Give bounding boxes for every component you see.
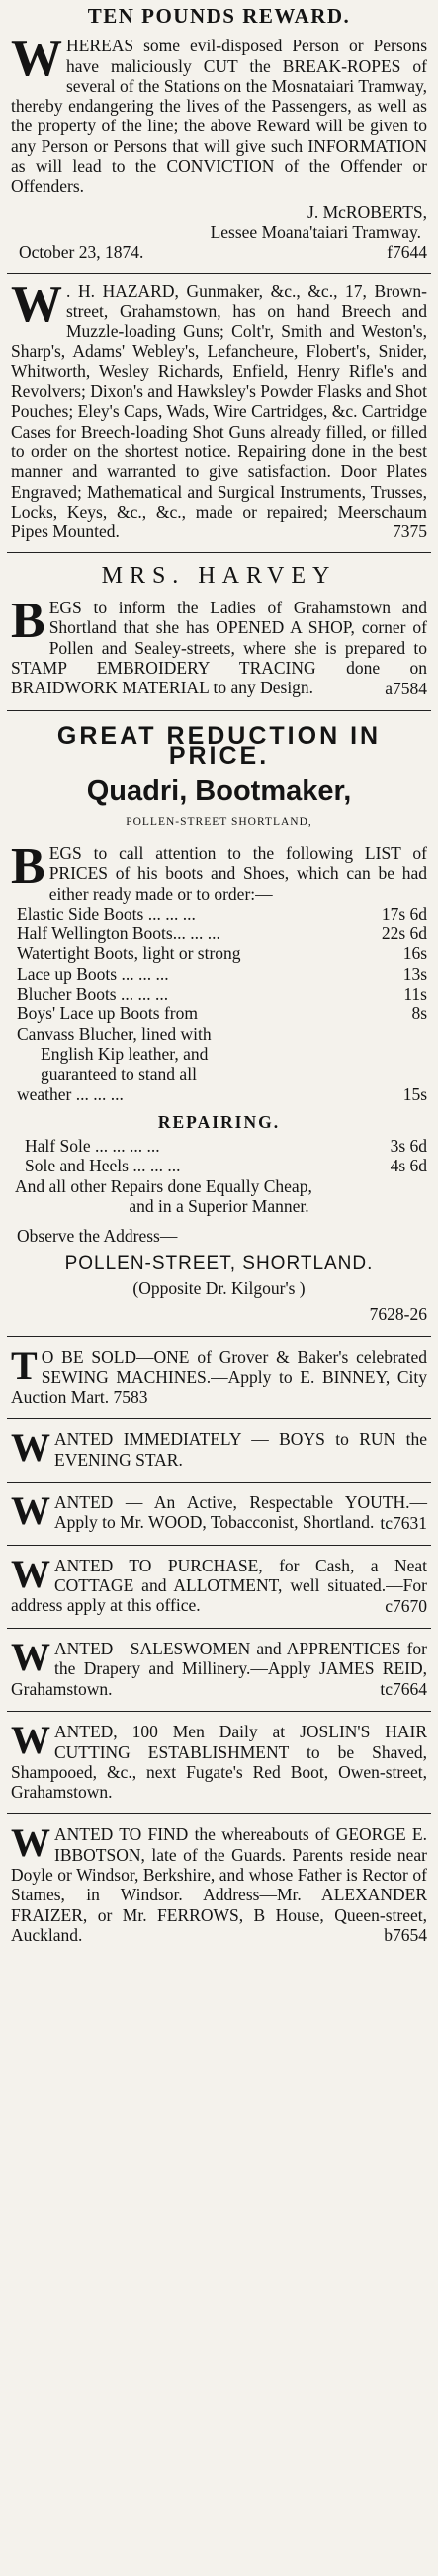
address: POLLEN-STREET, SHORTLAND. bbox=[64, 1252, 374, 1274]
drop-cap: W bbox=[11, 1551, 50, 1596]
drop-cap: B bbox=[11, 838, 45, 895]
canvas-line: English Kip leather, and bbox=[41, 1043, 209, 1064]
ad-body: WANTED TO PURCHASE, for Cash, a Neat COTTAGE and ALLOTMENT, well situated.—For address apply at this office. bbox=[11, 1551, 427, 1616]
canvas-line: guaranteed to stand all bbox=[41, 1064, 197, 1085]
repair-row: Half Sole ... ... ... ... 3s 6d bbox=[25, 1136, 427, 1157]
ad-ref: tc7631 bbox=[380, 1512, 427, 1533]
canvas-line: Canvass Blucher, lined with bbox=[17, 1023, 212, 1044]
ad-boys-wanted bbox=[7, 1419, 431, 1474]
ad-cottage-wanted bbox=[7, 1546, 431, 1620]
ad-ref: 7375 bbox=[393, 522, 427, 542]
ad-ref: a7584 bbox=[385, 678, 427, 698]
ad-body: W . H. HAZARD, Gunmaker, &c., &c., 17, Brown-street, Grahamstown, has on hand Breech and Muzzle-loading Guns; Colt'r, Smith and Weston's, Sharp's, Adams' Webley's, Lefancheure, Flobert's, Snider, Whitworth, Wesley Richards, Enfield, Henry Rifle's and Revolvers; Dixon's and Hawksley's Powder Flasks and Shot Pouches; Eley's Caps, Wads, Wire Cartridges, &c. Cartridge Cases for Breech-loading Shot Guns already filled, or filled to order on the shortest notice. Repairing done in the best manner and warranted to give satisfaction. Door Plates Engraved; Mathematical and Surgical Instruments, Trusses, Locks, Keys, &c., &c., made or repaired; Meerschaum Pipes Mounted. bbox=[11, 276, 427, 542]
ad-mrs-harvey bbox=[7, 553, 431, 702]
ad-body: WANTED — An Active, Respectable YOUTH.—Apply to Mr. WOOD, Tobacconist, Shortland. bbox=[11, 1489, 427, 1533]
price-row: Elastic Side Boots ... ... ... 17s 6d bbox=[17, 903, 427, 924]
drop-cap: W bbox=[11, 1718, 50, 1763]
newspaper-column bbox=[5, 0, 433, 1950]
ad-reward bbox=[7, 0, 431, 267]
shop-street: POLLEN-STREET SHORTLAND, bbox=[126, 815, 312, 828]
ad-title: MRS. HARVEY bbox=[101, 562, 337, 589]
observe: Observe the Address— bbox=[17, 1226, 178, 1247]
ad-body: WHEREAS some evil-disposed Person or Persons have maliciously CUT the BREAK-ROPES of several of the Stations on the Mosnataiari Tramway, thereby endangering the lives of the Passengers, as well as the property of the line; the above Reward will be given to any Person or Persons that will give such INFORMATION as will lead to the CONVICTION of the Offender or Offenders. bbox=[11, 31, 427, 197]
ad-title: TEN POUNDS REWARD. bbox=[87, 4, 351, 28]
price-row: Blucher Boots ... ... ... 11s bbox=[17, 984, 427, 1005]
price-row: Watertight Boots, light or strong 16s bbox=[17, 943, 427, 964]
signer-title: Lessee Moana'taiari Tramway. bbox=[210, 221, 421, 242]
drop-cap: W bbox=[11, 1489, 50, 1533]
note: And all other Repairs done Equally Cheap, bbox=[15, 1175, 312, 1196]
drop-cap: W bbox=[11, 1425, 50, 1471]
drop-cap: T bbox=[11, 1342, 38, 1388]
drop-cap: W bbox=[11, 31, 62, 88]
ad-quadri-bootmaker bbox=[7, 711, 431, 1328]
signer: J. McROBERTS, bbox=[307, 201, 427, 222]
ad-ref: c7670 bbox=[385, 1595, 427, 1616]
drop-cap: W bbox=[11, 1820, 50, 1866]
price-row: Lace up Boots ... ... ... 13s bbox=[17, 963, 427, 984]
ad-youth-wanted bbox=[7, 1483, 431, 1537]
ad-saleswomen bbox=[7, 1629, 431, 1703]
shop-name: Quadri, Bootmaker, bbox=[86, 775, 352, 808]
opposite: (Opposite Dr. Kilgour's ) bbox=[132, 1277, 306, 1298]
ad-ref: 7628-26 bbox=[369, 1304, 427, 1325]
drop-cap: W bbox=[11, 1635, 50, 1680]
ad-body: T O BE SOLD—ONE of Grover & Baker's celebrated SEWING MACHINES.—Apply to E. BINNEY, City Auction Mart. 7583 bbox=[11, 1342, 427, 1408]
ad-ref: f7644 bbox=[387, 242, 427, 263]
ad-body: WANTED IMMEDIATELY — BOYS to RUN the EVENING STAR. bbox=[11, 1425, 427, 1471]
drop-cap: B bbox=[11, 593, 45, 650]
ad-body: WANTED, 100 Men Daily at JOSLIN'S HAIR CUTTING ESTABLISHMENT to be Shaved, Shampooed, &c., next Fugate's Red Boot, Owen-street, Grahamstown. bbox=[11, 1718, 427, 1803]
price-row: Half Wellington Boots... ... ... 22s 6d bbox=[17, 924, 427, 944]
price-row: Boys' Lace up Boots from 8s bbox=[17, 1004, 427, 1024]
ad-intro: BEGS to call attention to the following LIST of PRICES of his boots and Shoes, which can be had either ready made or to order:— bbox=[11, 838, 427, 904]
drop-cap: W bbox=[11, 276, 62, 333]
repair-row: Sole and Heels ... ... ... 4s 6d bbox=[25, 1156, 427, 1176]
ad-ref: tc7664 bbox=[380, 1678, 427, 1699]
ad-date: October 23, 1874. bbox=[19, 242, 144, 263]
repairing-heading: REPAIRING. bbox=[157, 1111, 281, 1132]
ad-body: BEGS to inform the Ladies of Grahamstown and Shortland that she has OPENED A SHOP, corner of Pollen and Sealey-streets, where she is prepared to STAMP EMBROIDERY TRACING done on BRAIDWORK MATERIAL to any Design. bbox=[11, 593, 427, 698]
ad-body: WANTED TO FIND the whereabouts of GEORGE E. IBBOTSON, late of the Guards. Parents reside near Doyle or Windsor, Berkshire, and whose Father is Rector of Stames, in Windsor. Address—Mr. ALEXANDER FRAIZER, or Mr. FERROWS, B House, Queen-street, Auckland. bbox=[11, 1820, 427, 1945]
ad-sewing-machine bbox=[7, 1337, 431, 1411]
ad-joslin-haircutting bbox=[7, 1712, 431, 1806]
ad-headline: GREAT REDUCTION IN PRICE. bbox=[56, 721, 382, 770]
price-row: weather ... ... ... 15s bbox=[17, 1084, 427, 1104]
ad-find-ibbotson bbox=[7, 1814, 431, 1949]
ad-ref: b7654 bbox=[384, 1925, 427, 1946]
ad-gunmaker bbox=[7, 274, 431, 546]
note: and in a Superior Manner. bbox=[129, 1196, 309, 1217]
ad-body: WANTED—SALESWOMEN and APPRENTICES for the Drapery and Millinery.—Apply JAMES REID, Grahamstown. bbox=[11, 1635, 427, 1699]
